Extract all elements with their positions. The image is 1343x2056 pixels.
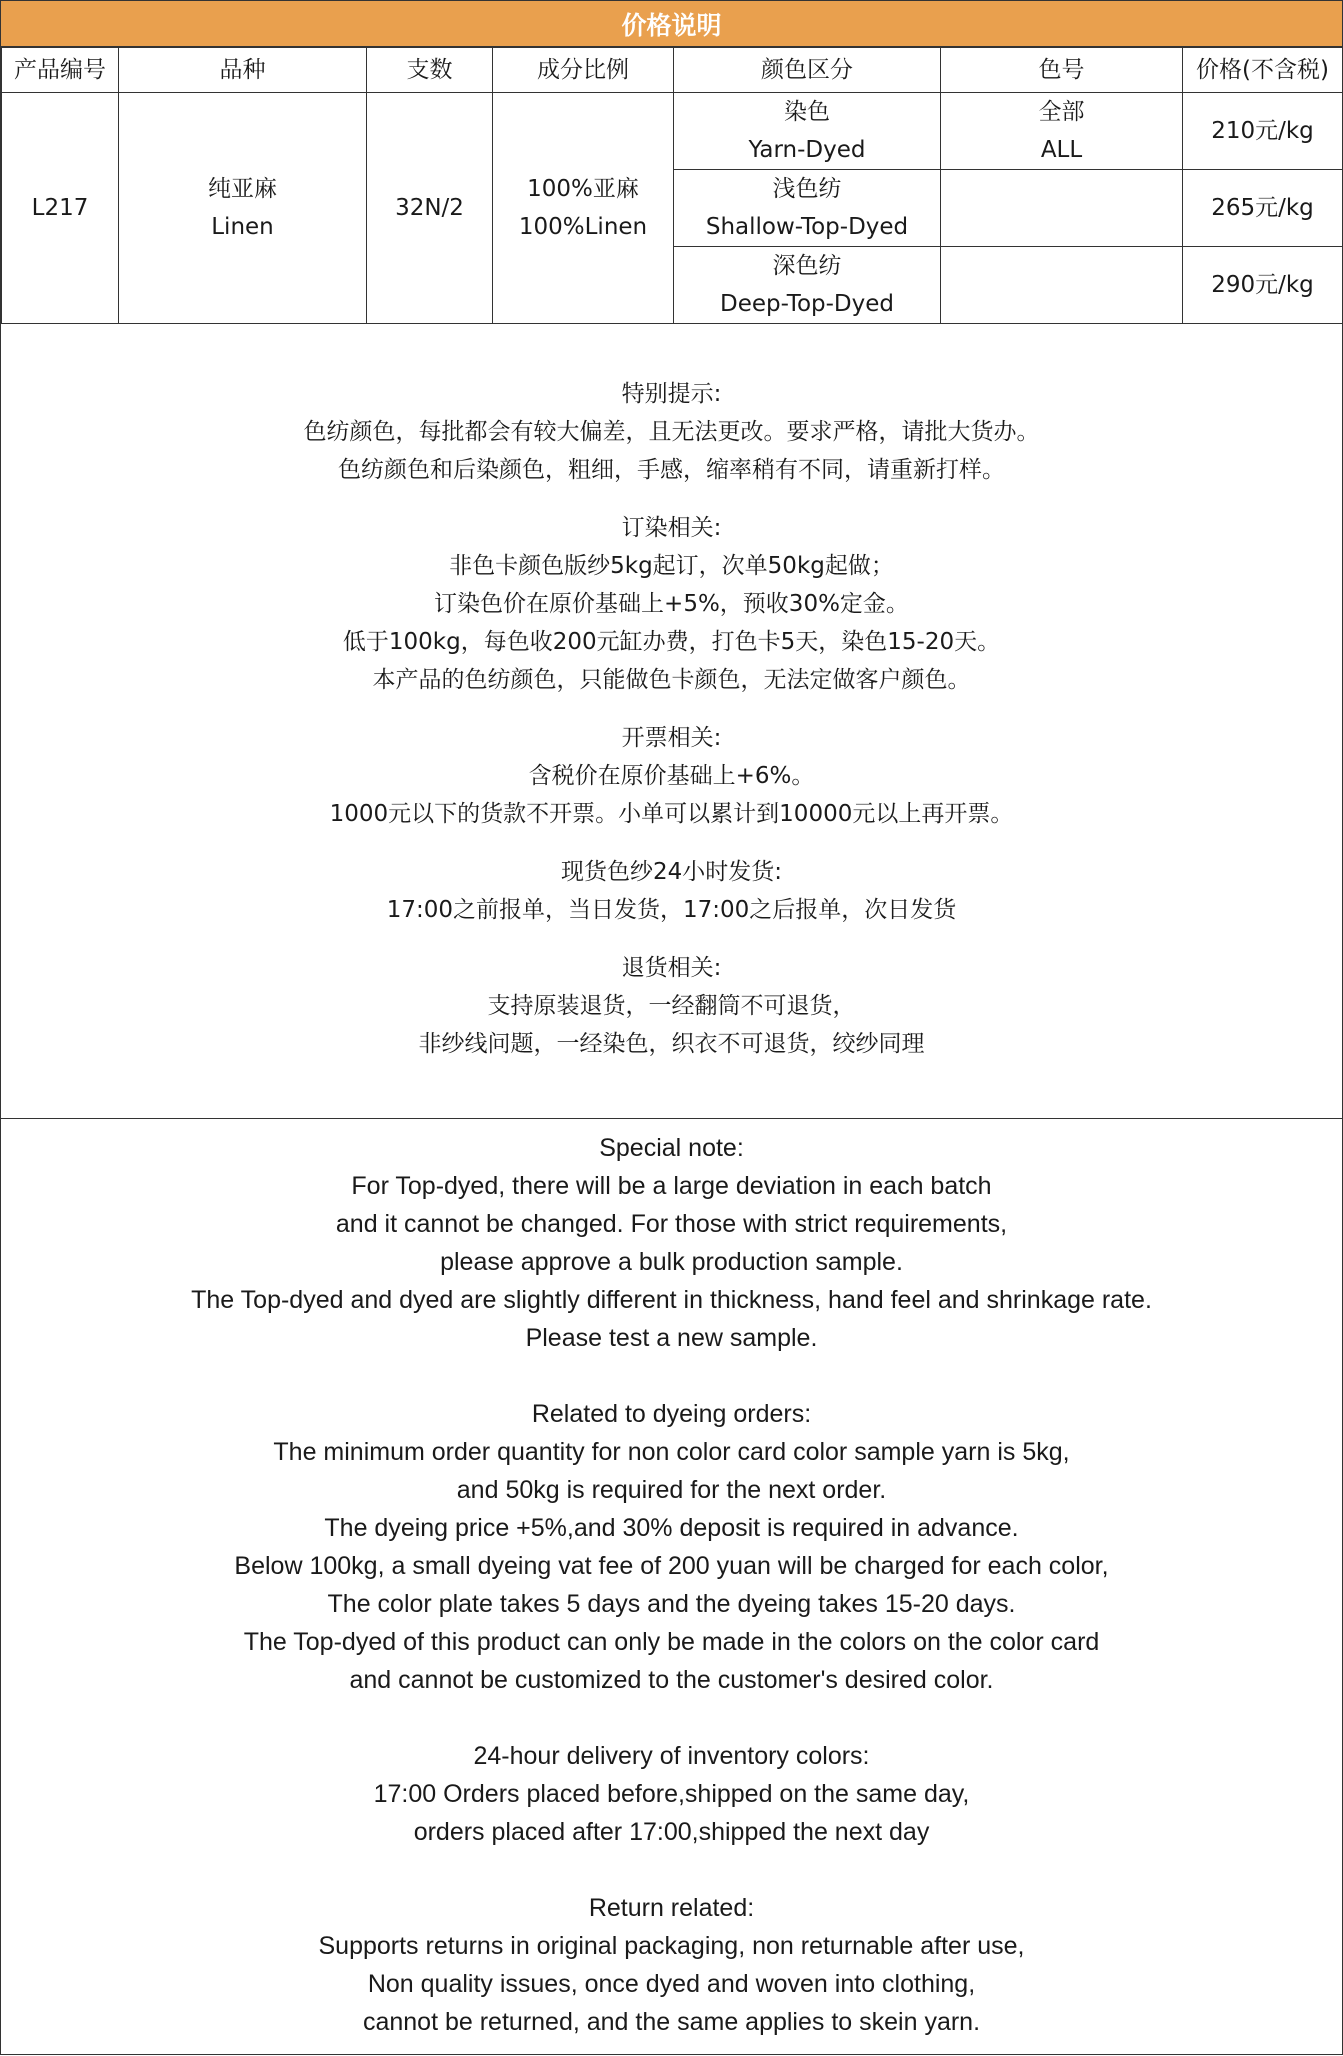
header-product-code: 产品编号 [2, 48, 119, 93]
color-type-cn: 深色纺 [772, 253, 842, 279]
note-line: and it cannot be changed. For those with strict requirements, [335, 1210, 1008, 1238]
cell-shade-number [941, 170, 1183, 247]
note-line: For Top-dyed, there will be a large deviation in each batch [351, 1172, 992, 1200]
note-line: 支持原装退货，一经翻筒不可退货， [487, 993, 856, 1019]
cell-color-type [674, 93, 941, 170]
cell-price: 290元/kg [1183, 247, 1343, 324]
invoice-heading-cn: 开票相关: [621, 725, 722, 751]
page-title: 价格说明 [1, 1, 1342, 47]
color-type-en: Shallow-Top-Dyed [705, 214, 909, 240]
cell-variety [119, 93, 367, 324]
dyeing-heading-cn: 订染相关: [621, 515, 722, 541]
note-line: The Top-dyed of this product can only be made in the colors on the color card [243, 1628, 1100, 1656]
cell-count: 32N/2 [367, 93, 493, 324]
note-line: please approve a bulk production sample. [440, 1248, 903, 1276]
header-shade-number: 色号 [941, 48, 1183, 93]
cell-color-type [674, 170, 941, 247]
note-line: and 50kg is required for the next order. [456, 1476, 887, 1504]
note-line: Below 100kg, a small dyeing vat fee of 200 yuan will be charged for each color, [234, 1552, 1109, 1580]
color-type-cn: 浅色纺 [772, 176, 842, 202]
note-line: 订染色价在原价基础上+5%，预收30%定金。 [434, 591, 909, 617]
note-line: 低于100kg，每色收200元缸办费，打色卡5天，染色15-20天。 [342, 629, 1001, 655]
cell-shade-number [941, 247, 1183, 324]
note-line: Please test a new sample. [525, 1324, 818, 1352]
table-row [2, 93, 1343, 170]
returns-heading-cn: 退货相关: [621, 955, 722, 981]
cell-product-code: L217 [2, 93, 119, 324]
header-price: 价格(不含税) [1183, 48, 1343, 93]
note-line: 17:00 Orders placed before,shipped on the same day, [373, 1780, 970, 1808]
special-heading-cn: 特别提示: [621, 381, 722, 407]
note-line: 17:00之前报单，当日发货，17:00之后报单，次日发货 [386, 897, 957, 923]
cell-price: 265元/kg [1183, 170, 1343, 247]
note-line: 本产品的色纺颜色，只能做色卡颜色，无法定做客户颜色。 [372, 667, 971, 693]
header-composition: 成分比例 [493, 48, 674, 93]
delivery-heading-cn: 现货色纱24小时发货: [560, 859, 782, 885]
composition-cn: 100%亚麻 [527, 176, 639, 202]
price-table [1, 47, 1343, 324]
note-line: The color plate takes 5 days and the dyeing takes 15-20 days. [327, 1590, 1016, 1618]
header-count: 支数 [367, 48, 493, 93]
note-line: The minimum order quantity for non color card color sample yarn is 5kg, [273, 1438, 1070, 1466]
note-line: 色纺颜色，每批都会有较大偏差，且无法更改。要求严格，请批大货办。 [303, 419, 1040, 445]
note-line: The dyeing price +5%,and 30% deposit is required in advance. [324, 1514, 1019, 1542]
special-heading-en: Special note: [599, 1134, 744, 1162]
delivery-heading-en: 24-hour delivery of inventory colors: [473, 1742, 870, 1770]
table-header-row [2, 48, 1343, 93]
shade-cn: 全部 [1038, 99, 1085, 125]
color-type-en: Deep-Top-Dyed [720, 291, 894, 317]
returns-heading-en: Return related: [588, 1894, 755, 1922]
notes-english [1, 1121, 1342, 2056]
note-line: 非色卡颜色版纱5kg起订，次单50kg起做； [449, 553, 894, 579]
dyeing-heading-en: Related to dyeing orders: [531, 1400, 812, 1428]
cell-shade-number [941, 93, 1183, 170]
note-line: 1000元以下的货款不开票。小单可以累计到10000元以上再开票。 [329, 801, 1014, 827]
cell-composition [493, 93, 674, 324]
note-line: orders placed after 17:00,shipped the next day [413, 1818, 930, 1846]
cell-color-type [674, 247, 941, 324]
note-line: 色纺颜色和后染颜色，粗细，手感，缩率稍有不同，请重新打样。 [338, 457, 1005, 483]
variety-en: Linen [211, 214, 274, 240]
color-type-cn: 染色 [784, 99, 830, 125]
note-line: The Top-dyed and dyed are slightly different in thickness, hand feel and shrinkage rate. [191, 1286, 1152, 1314]
composition-en: 100%Linen [518, 214, 648, 240]
note-line: 含税价在原价基础上+6%。 [528, 763, 815, 789]
note-line: Non quality issues, once dyed and woven into clothing, [367, 1970, 976, 1998]
variety-cn: 纯亚麻 [208, 176, 277, 202]
header-color-type: 颜色区分 [674, 48, 941, 93]
header-variety: 品种 [119, 48, 367, 93]
cell-price: 210元/kg [1183, 93, 1343, 170]
notes-chinese [1, 321, 1342, 1119]
note-line: and cannot be customized to the customer's desired color. [349, 1666, 994, 1694]
note-line: cannot be returned, and the same applies to skein yarn. [362, 2008, 981, 2036]
note-line: Supports returns in original packaging, non returnable after use, [318, 1932, 1025, 1960]
note-line: 非纱线问题，一经染色，织衣不可退货，绞纱同理 [418, 1031, 925, 1057]
shade-en: ALL [1040, 137, 1083, 163]
color-type-en: Yarn-Dyed [748, 137, 866, 163]
